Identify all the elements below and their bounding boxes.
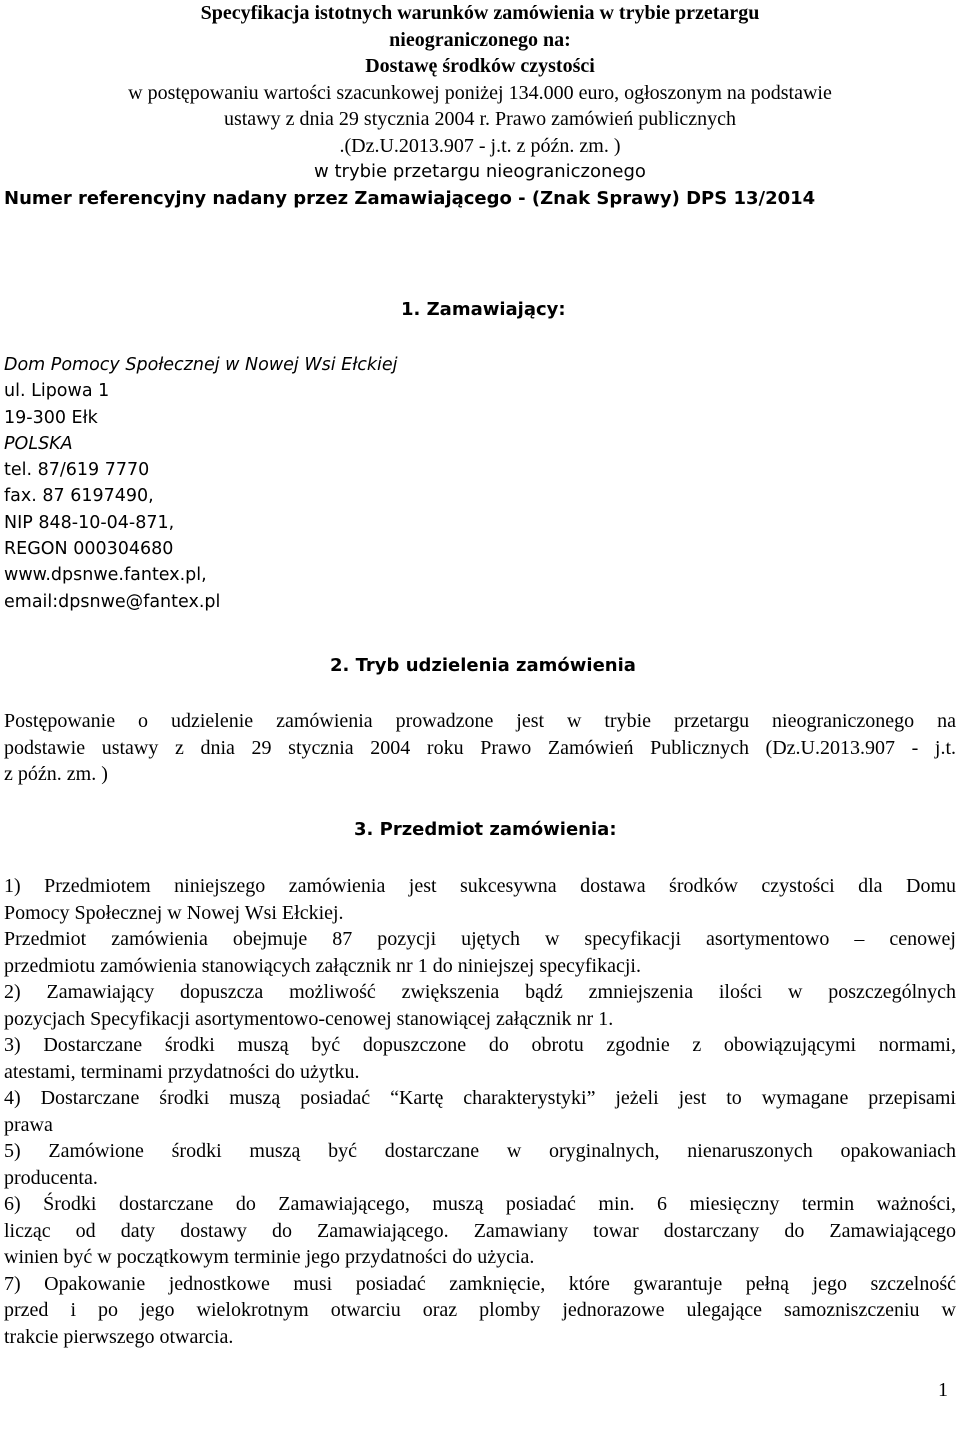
section-3-line: Przedmiot zamówienia obejmuje 87 pozycji ujętych w specyfikacji asortymentowo – cenowej bbox=[4, 928, 956, 950]
authority-fax: fax. 87 6197490, bbox=[4, 486, 154, 507]
authority-regon: REGON 000304680 bbox=[4, 539, 174, 560]
authority-email: email:dpsnwe@fantex.pl bbox=[4, 591, 221, 612]
section-1-title: 1. Zamawiający: bbox=[401, 299, 566, 320]
section-3-line: 5) Zamówione środki muszą być dostarczane w oryginalnych, nienaruszonych opakowaniach bbox=[4, 1140, 956, 1162]
section-3-line: trakcie pierwszego otwarcia. bbox=[4, 1325, 234, 1348]
authority-website: www.dpsnwe.fantex.pl, bbox=[4, 565, 207, 586]
section-3-line: 6) Środki dostarczane do Zamawiającego, muszą posiadać min. 6 miesięczny termin ważności, bbox=[4, 1193, 956, 1215]
section-3-body bbox=[4, 873, 956, 1350]
section-3-line: 4) Dostarczane środki muszą posiadać “Kartę charakterystyki” jeżeli jest to wymagane przepisami bbox=[4, 1087, 956, 1109]
section-3-line: winien być w początkowym terminie jego przydatności do użycia. bbox=[4, 1246, 535, 1268]
header-reference-number: Numer referencyjny nadany przez Zamawiającego - (Znak Sprawy) DPS 13/2014 bbox=[4, 187, 816, 209]
header-value-line: w postępowaniu wartości szacunkowej poniżej 134.000 euro, ogłoszonym na podstawie bbox=[128, 81, 832, 104]
authority-phone: tel. 87/619 7770 bbox=[4, 460, 150, 481]
header-dz-u-line: .(Dz.U.2013.907 - j.t. z późn. zm. ) bbox=[339, 134, 621, 157]
section-3-line: producenta. bbox=[4, 1166, 98, 1189]
header-law-line: ustawy z dnia 29 stycznia 2004 r. Prawo zamówień publicznych bbox=[223, 108, 737, 130]
authority-street: ul. Lipowa 1 bbox=[4, 381, 110, 402]
section-3-line: licząc od daty dostawy do Zamawiającego. Zamawiany towar dostarczany do Zamawiającego bbox=[4, 1219, 956, 1242]
authority-postal-code: 19-300 Ełk bbox=[4, 407, 98, 428]
section-2-title: 2. Tryb udzielenia zamówienia bbox=[330, 655, 636, 676]
section-3-line: Pomocy Społecznej w Nowej Wsi Ełckiej. bbox=[4, 901, 344, 924]
section-3-line: pozycjach Specyfikacji asortymentowo-cenowej stanowiącej załącznik nr 1. bbox=[4, 1007, 614, 1030]
header-mode-line: w trybie przetargu nieograniczonego bbox=[314, 161, 646, 182]
header-title-line-2: nieograniczonego na: bbox=[389, 28, 571, 51]
authority-name: Dom Pomocy Społecznej w Nowej Wsi Ełckiej bbox=[4, 355, 398, 375]
section-2-line: podstawie ustawy z dnia 29 stycznia 2004 roku Prawo Zamówień Publicznych (Dz.U.2013.907 - j.t. bbox=[4, 736, 956, 759]
authority-nip: NIP 848-10-04-871, bbox=[4, 512, 175, 533]
section-2-line: z późn. zm. ) bbox=[4, 763, 108, 785]
section-3-title: 3. Przedmiot zamówienia: bbox=[354, 819, 617, 840]
section-3-line: 1) Przedmiotem niniejszego zamówienia jest sukcesywna dostawa środków czystości dla Domu bbox=[4, 875, 956, 897]
section-2-paragraph bbox=[4, 708, 956, 788]
contracting-authority-address bbox=[4, 352, 398, 615]
section-3-line: przed i po jego wielokrotnym otwarciu oraz plomby jednorazowe ulegające samozniszczeniu w bbox=[4, 1299, 956, 1321]
section-3-line: 3) Dostarczane środki muszą być dopuszczone do obrotu zgodnie z obowiązującymi normami, bbox=[4, 1034, 956, 1056]
section-3-line: 2) Zamawiający dopuszcza możliwość zwiększenia bądź zmniejszenia ilości w poszczególnych bbox=[4, 981, 956, 1003]
section-3-line: 7) Opakowanie jednostkowe musi posiadać zamknięcie, które gwarantuje pełną jego szczelność bbox=[4, 1272, 956, 1295]
header-subject: Dostawę środków czystości bbox=[365, 55, 595, 77]
page-number: 1 bbox=[938, 1379, 948, 1401]
section-2-line: Postępowanie o udzielenie zamówienia prowadzone jest w trybie przetargu nieograniczonego na bbox=[4, 710, 956, 732]
header-title-line-1: Specyfikacja istotnych warunków zamówienia w trybie przetargu bbox=[200, 2, 760, 24]
section-3-line: przedmiotu zamówienia stanowiących załącznik nr 1 do niniejszej specyfikacji. bbox=[4, 954, 641, 977]
section-3-line: prawa bbox=[4, 1113, 53, 1136]
document-header bbox=[0, 0, 960, 212]
authority-country: POLSKA bbox=[4, 433, 73, 454]
section-3-line: atestami, terminami przydatności do użytku. bbox=[4, 1060, 360, 1083]
